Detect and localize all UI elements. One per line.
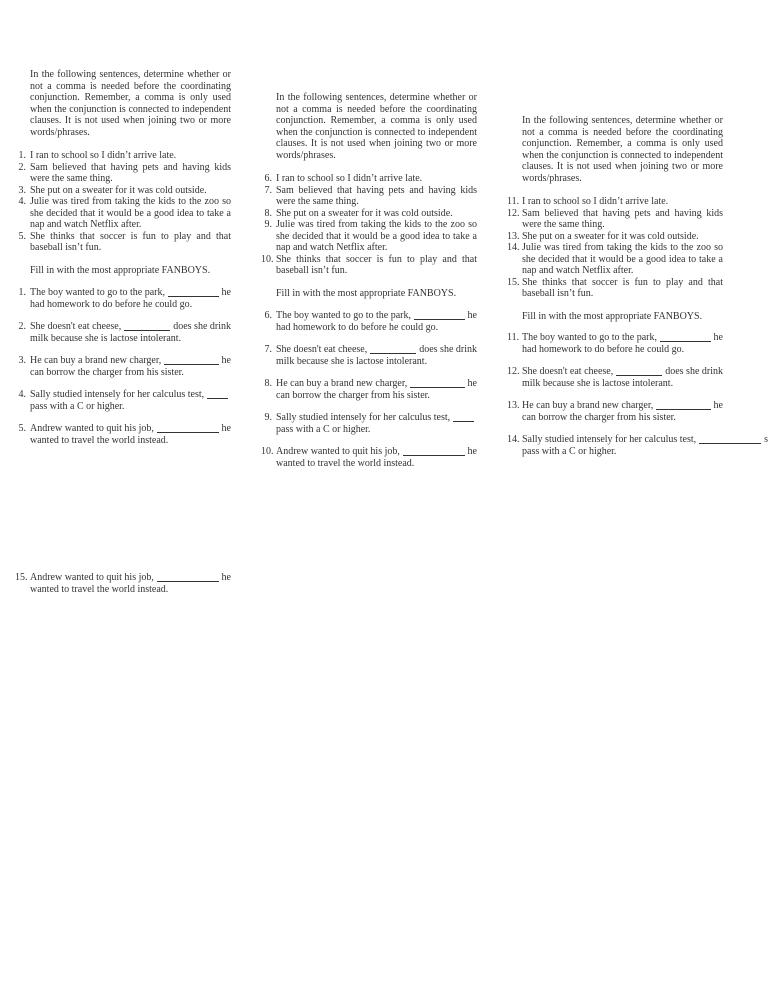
question-text-continued: had homework to do before he could go. bbox=[522, 343, 685, 355]
question-text: He can buy a brand new charger, bbox=[30, 355, 162, 366]
question-number: 12. bbox=[507, 207, 520, 219]
answer-blank[interactable] bbox=[414, 310, 465, 320]
question-text: Julie was tired from taking the kids to the zoo so she decided that it would be a good idea to take a nap and watch Netflix after. bbox=[522, 242, 723, 276]
fill-in-heading: Fill in with the most appropriate FANBOYS. bbox=[522, 310, 703, 322]
fill-in-question bbox=[507, 400, 723, 423]
question-number: 11. bbox=[507, 196, 520, 207]
question-number: 4. bbox=[18, 389, 26, 400]
question-text: She doesn't eat cheese, bbox=[276, 344, 368, 355]
answer-blank[interactable] bbox=[453, 412, 474, 422]
question-number: 15. bbox=[15, 572, 28, 583]
question-number: 14. bbox=[507, 242, 520, 253]
comma-question bbox=[15, 150, 231, 162]
question-text-after: s bbox=[764, 434, 768, 445]
question-number: 4. bbox=[18, 196, 26, 207]
fill-in-question bbox=[507, 366, 723, 389]
fill-in-question bbox=[15, 355, 231, 378]
question-text: She thinks that soccer is fun to play and that baseball isn’t fun. bbox=[276, 253, 477, 276]
question-text: She doesn't eat cheese, bbox=[522, 366, 614, 377]
question-text-continued: can borrow the charger from his sister. bbox=[276, 389, 430, 401]
answer-blank[interactable] bbox=[157, 572, 219, 582]
question-text: He can buy a brand new charger, bbox=[276, 378, 408, 389]
fill-in-question bbox=[261, 412, 477, 435]
question-number: 8. bbox=[264, 207, 272, 219]
comma-question bbox=[507, 242, 723, 277]
comma-question bbox=[15, 185, 231, 197]
fill-in-question bbox=[15, 389, 231, 412]
question-text: Sally studied intensely for her calculus test, bbox=[522, 434, 697, 445]
question-text-after: he bbox=[221, 355, 231, 366]
fill-in-list-column-3 bbox=[507, 332, 768, 457]
fill-in-question bbox=[261, 378, 477, 401]
fill-in-question bbox=[507, 434, 768, 457]
question-number: 9. bbox=[264, 412, 272, 423]
instructions-paragraph: In the following sentences, determine whether or not a comma is needed before the coordinating conjunction. Remember, a comma is only used when the conjunction is connected to independent clauses. It is not used when joining two or more words/phrases. bbox=[522, 115, 723, 184]
question-number: 1. bbox=[18, 287, 26, 298]
question-text-continued: pass with a C or higher. bbox=[30, 400, 125, 412]
question-text: Andrew wanted to quit his job, bbox=[276, 446, 400, 457]
fill-in-question bbox=[15, 287, 231, 310]
question-number: 9. bbox=[264, 219, 272, 230]
question-text-after: he bbox=[221, 572, 231, 583]
question-text-after: he bbox=[221, 423, 231, 434]
fill-in-question bbox=[261, 310, 477, 333]
answer-blank[interactable] bbox=[207, 389, 228, 399]
comma-question bbox=[15, 196, 231, 231]
question-text: Sally studied intensely for her calculus test, bbox=[30, 389, 205, 400]
question-text-after: does she drink bbox=[665, 366, 723, 377]
question-number: 13. bbox=[507, 400, 520, 411]
fill-in-heading: Fill in with the most appropriate FANBOYS. bbox=[30, 264, 211, 276]
answer-blank[interactable] bbox=[168, 287, 219, 297]
question-number: 2. bbox=[18, 161, 26, 173]
instructions-paragraph: In the following sentences, determine whether or not a comma is needed before the coordinating conjunction. Remember, a comma is only used when the conjunction is connected to independent clauses. It is not used when joining two or more words/phrases. bbox=[276, 92, 477, 161]
question-number: 5. bbox=[18, 423, 26, 434]
comma-question-list bbox=[261, 173, 477, 277]
comma-question bbox=[261, 173, 477, 185]
question-text-after: he bbox=[467, 378, 477, 389]
question-number: 6. bbox=[264, 310, 272, 321]
question-text-continued: wanted to travel the world instead. bbox=[30, 434, 169, 446]
question-text: Andrew wanted to quit his job, bbox=[30, 572, 154, 583]
question-number: 11. bbox=[507, 332, 520, 343]
question-text: She put on a sweater for it was cold outside. bbox=[276, 207, 453, 219]
comma-question bbox=[507, 196, 723, 208]
answer-blank[interactable] bbox=[656, 400, 710, 410]
question-number: 10. bbox=[261, 446, 274, 457]
question-text: She thinks that soccer is fun to play and that baseball isn’t fun. bbox=[30, 230, 231, 253]
instructions-paragraph: In the following sentences, determine whether or not a comma is needed before the coordinating conjunction. Remember, a comma is only used when the conjunction is connected to independent clauses. It is not used when joining two or more words/phrases. bbox=[30, 69, 231, 138]
worksheet-column-3 bbox=[507, 115, 723, 322]
answer-blank[interactable] bbox=[616, 366, 662, 376]
answer-blank[interactable] bbox=[164, 355, 218, 365]
question-text-after: he bbox=[713, 400, 723, 411]
question-text: Sam believed that having pets and having kids were the same thing. bbox=[30, 161, 231, 184]
fill-in-question bbox=[261, 344, 477, 367]
question-text: The boy wanted to go to the park, bbox=[276, 310, 411, 321]
question-number: 3. bbox=[18, 184, 26, 196]
question-number: 13. bbox=[507, 230, 520, 242]
comma-question bbox=[261, 208, 477, 220]
question-text-continued: can borrow the charger from his sister. bbox=[30, 366, 184, 378]
question-text: The boy wanted to go to the park, bbox=[522, 332, 657, 343]
fill-in-list-column-2 bbox=[261, 310, 477, 469]
question-text-continued: pass with a C or higher. bbox=[276, 423, 371, 435]
question-text: I ran to school so I didn’t arrive late. bbox=[522, 196, 669, 207]
question-number: 14. bbox=[507, 434, 520, 445]
answer-blank[interactable] bbox=[124, 321, 170, 331]
question-text: Sam believed that having pets and having kids were the same thing. bbox=[276, 184, 477, 207]
question-number: 6. bbox=[264, 173, 272, 184]
fill-in-question bbox=[261, 446, 477, 469]
question-text-continued: pass with a C or higher. bbox=[522, 445, 617, 457]
question-text-after: does she drink bbox=[419, 344, 477, 355]
overflow-question-block bbox=[15, 572, 231, 595]
fill-in-question bbox=[507, 332, 723, 355]
question-text-continued: milk because she is lactose intolerant. bbox=[276, 355, 428, 367]
comma-question bbox=[507, 208, 723, 231]
fill-in-heading: Fill in with the most appropriate FANBOYS. bbox=[276, 287, 457, 299]
comma-question bbox=[261, 185, 477, 208]
comma-question bbox=[15, 162, 231, 185]
question-number: 7. bbox=[264, 344, 272, 355]
question-text-continued: can borrow the charger from his sister. bbox=[522, 411, 676, 423]
comma-question-list bbox=[15, 150, 231, 254]
question-number: 10. bbox=[261, 253, 274, 265]
question-text: Andrew wanted to quit his job, bbox=[30, 423, 154, 434]
question-number: 3. bbox=[18, 355, 26, 366]
question-text: He can buy a brand new charger, bbox=[522, 400, 654, 411]
question-text-after: he bbox=[713, 332, 723, 343]
question-number: 7. bbox=[264, 184, 272, 196]
question-text-after: does she drink bbox=[173, 321, 231, 332]
question-text-continued: had homework to do before he could go. bbox=[276, 321, 439, 333]
question-text-continued: had homework to do before he could go. bbox=[30, 298, 193, 310]
question-text: Julie was tired from taking the kids to the zoo so she decided that it would be a good idea to take a nap and watch Netflix after. bbox=[276, 219, 477, 253]
question-text-continued: milk because she is lactose intolerant. bbox=[30, 332, 182, 344]
answer-blank[interactable] bbox=[410, 378, 464, 388]
question-text: I ran to school so I didn’t arrive late. bbox=[30, 150, 177, 161]
question-text-after: he bbox=[221, 287, 231, 298]
question-number: 15. bbox=[507, 276, 520, 288]
question-text: I ran to school so I didn’t arrive late. bbox=[276, 173, 423, 184]
answer-blank[interactable] bbox=[699, 434, 761, 444]
question-text-after: he bbox=[467, 310, 477, 321]
question-number: 1. bbox=[18, 150, 26, 161]
fill-in-question bbox=[15, 572, 231, 595]
answer-blank[interactable] bbox=[660, 332, 711, 342]
question-text: Sally studied intensely for her calculus test, bbox=[276, 412, 451, 423]
fill-in-list-column-1 bbox=[15, 287, 231, 446]
comma-question bbox=[507, 277, 723, 300]
comma-question bbox=[507, 231, 723, 243]
answer-blank[interactable] bbox=[403, 446, 465, 456]
fill-in-question bbox=[15, 423, 231, 446]
answer-blank[interactable] bbox=[370, 344, 416, 354]
question-text-after: he bbox=[467, 446, 477, 457]
question-text: Julie was tired from taking the kids to the zoo so she decided that it would be a good idea to take a nap and watch Netflix after. bbox=[30, 196, 231, 230]
worksheet-column-1 bbox=[15, 69, 231, 276]
question-number: 5. bbox=[18, 230, 26, 242]
question-number: 8. bbox=[264, 378, 272, 389]
question-text-continued: milk because she is lactose intolerant. bbox=[522, 377, 674, 389]
comma-question bbox=[261, 254, 477, 277]
worksheet-column-2 bbox=[261, 92, 477, 299]
question-number: 12. bbox=[507, 366, 520, 377]
question-text-continued: wanted to travel the world instead. bbox=[276, 457, 415, 469]
question-text-continued: wanted to travel the world instead. bbox=[30, 583, 169, 595]
question-text: Sam believed that having pets and having kids were the same thing. bbox=[522, 207, 723, 230]
comma-question bbox=[15, 231, 231, 254]
fill-in-question bbox=[15, 321, 231, 344]
answer-blank[interactable] bbox=[157, 423, 219, 433]
question-number: 2. bbox=[18, 321, 26, 332]
question-text: The boy wanted to go to the park, bbox=[30, 287, 165, 298]
question-text: She doesn't eat cheese, bbox=[30, 321, 122, 332]
question-text: She put on a sweater for it was cold outside. bbox=[30, 184, 207, 196]
comma-question bbox=[261, 219, 477, 254]
question-text: She put on a sweater for it was cold outside. bbox=[522, 230, 699, 242]
question-text: She thinks that soccer is fun to play and that baseball isn’t fun. bbox=[522, 276, 723, 299]
comma-question-list bbox=[507, 196, 723, 300]
